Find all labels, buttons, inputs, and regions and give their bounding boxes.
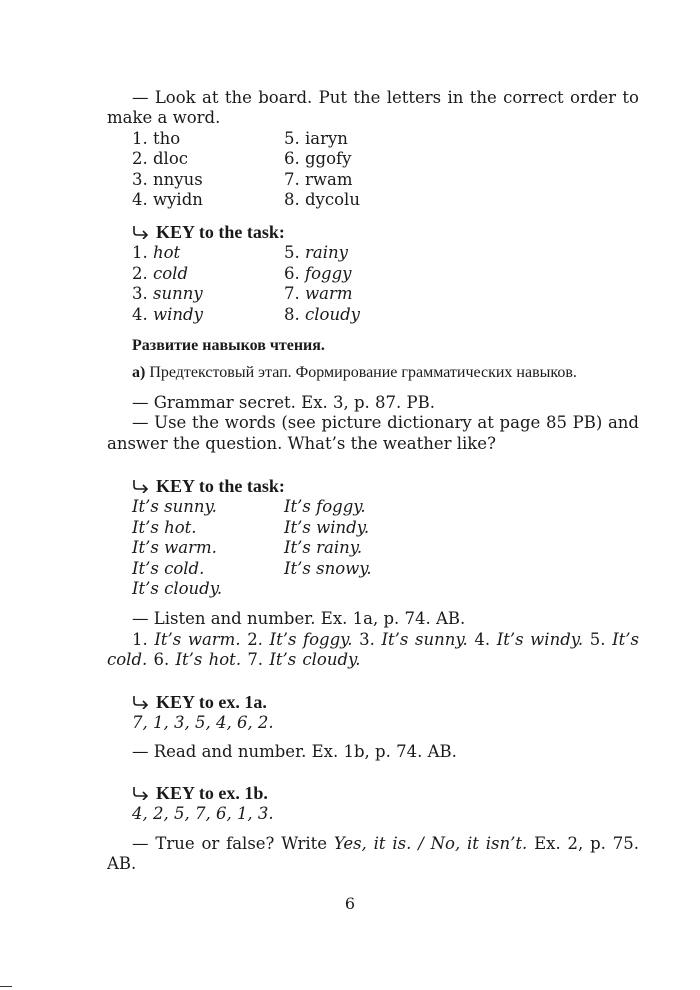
list-item: 2. cold	[132, 263, 189, 283]
key-heading	[107, 221, 639, 243]
list-item: 1. hot	[132, 243, 181, 263]
list-item: 6. foggy	[284, 263, 352, 283]
list-item: 8. cloudy	[284, 304, 360, 324]
page-content	[107, 88, 639, 875]
list-item: It’s warm.	[132, 538, 217, 558]
list-item: 4. windy	[132, 304, 203, 324]
intro-instruction: — Look at the board. Put the letters in the correct order to make a word.	[107, 88, 639, 128]
corner-mark	[0, 986, 12, 987]
list-item: 7. rwam	[284, 169, 353, 189]
page-number: 6	[344, 894, 356, 913]
hook-arrow-icon	[132, 225, 150, 239]
list-item: 5. iaryn	[284, 128, 348, 148]
grammar-secret-instruction: — Grammar secret. Ex. 3, p. 87. PB.	[132, 393, 435, 413]
list-item: It’s cold.	[132, 558, 205, 578]
key-heading	[107, 782, 639, 804]
key-answers-list	[107, 243, 639, 325]
read-number-instruction: — Read and number. Ex. 1b, p. 74. AB.	[132, 741, 457, 761]
list-item: 2. dloc	[132, 149, 189, 169]
list-item: 1. tho	[132, 128, 181, 148]
section-heading: Развитие навыков чтения.	[132, 337, 325, 355]
list-item: It’s rainy.	[284, 538, 363, 558]
key-answer: 4, 2, 5, 7, 6, 1, 3.	[132, 804, 274, 824]
scrambled-words-list	[107, 129, 639, 211]
list-item: 8. dycolu	[284, 190, 360, 210]
hook-arrow-icon	[132, 695, 150, 709]
list-item: It’s cloudy.	[132, 578, 223, 598]
key-label: KEY to ex. 1a.	[156, 691, 267, 712]
list-item: 3. nnyus	[132, 169, 203, 189]
key-answers-list	[107, 497, 639, 599]
key-label: KEY to the task:	[156, 222, 285, 243]
list-item: It’s hot.	[132, 517, 197, 537]
pretext-paragraph: а) Предтекстовый этап. Формирование грамматических навыков.	[132, 364, 577, 382]
listen-instruction: — Listen and number. Ex. 1a, p. 74. AB.	[132, 609, 466, 629]
key-heading	[107, 691, 639, 713]
list-item: It’s sunny.	[132, 497, 217, 517]
list-item: It’s foggy.	[284, 497, 366, 517]
true-false-instruction: — True or false? Write Yes, it is. / No, it isn’t. Ex. 2, p. 75. AB.	[107, 833, 639, 874]
list-item: 7. warm	[284, 284, 353, 304]
listen-answers: 1. It’s warm. 2. It’s foggy. 3. It’s sunny. 4. It’s windy. 5. It’s cold. 6. It’s hot. 7. It’s cloudy.	[107, 629, 639, 670]
list-item: 5. rainy	[284, 243, 348, 263]
key-label: KEY to the task:	[156, 476, 285, 497]
list-item: 3. sunny	[132, 284, 203, 304]
list-item: It’s snowy.	[284, 558, 372, 578]
use-words-instruction: — Use the words (see picture dictionary at page 85 PB) and answer the question. What’s the weather like?	[107, 413, 639, 453]
key-answer: 7, 1, 3, 5, 4, 6, 2.	[132, 712, 274, 732]
list-item: 6. ggofy	[284, 149, 352, 169]
hook-arrow-icon	[132, 786, 150, 800]
key-heading	[107, 475, 639, 497]
key-label: KEY to ex. 1b.	[156, 783, 268, 804]
hook-arrow-icon	[132, 479, 150, 493]
list-item: It’s windy.	[284, 517, 370, 537]
list-item: 4. wyidn	[132, 190, 203, 210]
